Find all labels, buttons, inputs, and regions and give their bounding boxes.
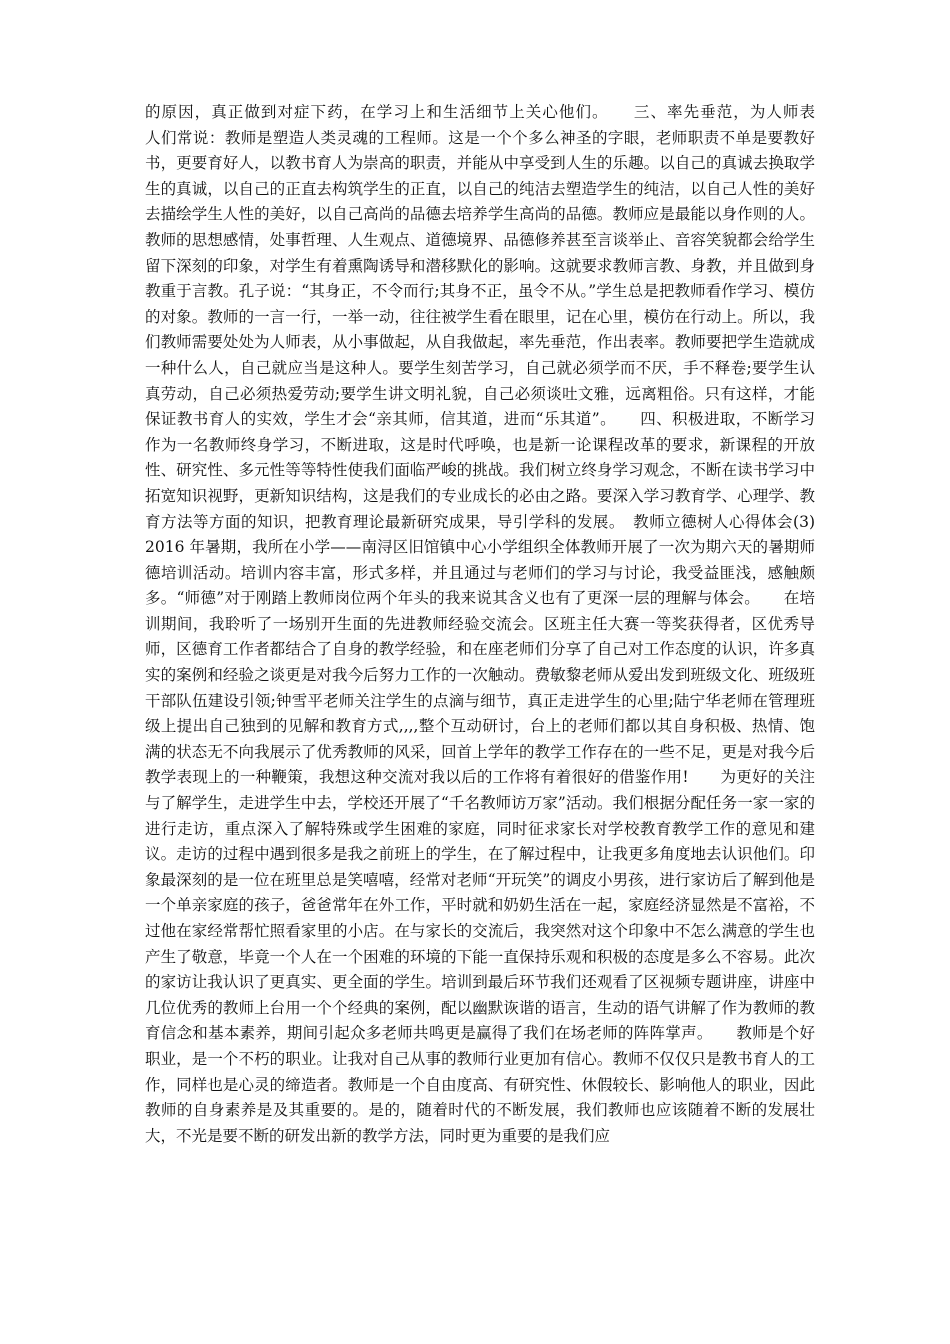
document-page bbox=[145, 100, 847, 1149]
body-text: 的原因，真正做到对症下药，在学习上和生活细节上关心他们。 三、率先垂范，为人师表 人们常说：教师是塑造人类灵魂的工程师。这是一个个多么神圣的字眼，老师职责不单是要教好书，更要育好人，以教书育人为崇高的职责，并能从中享受到人生的乐趣。以自己的真诚去换取学生的真诚，以自己的正直去构筑学生的正直，以自己的纯洁去塑造学生的纯洁，以自己人性的美好去描绘学生人性的美好，以自己高尚的品德去培养学生高尚的品德。教师应是最能以身作则的人。教师的思想感情，处事哲理、人生观点、道德境界、品德修养甚至言谈举止、音容笑貌都会给学生留下深刻的印象，对学生有着熏陶诱导和潜移默化的影响。这就要求教师言教、身教，并且做到身教重于言教。孔子说：“其身正，不令而行;其身不正，虽令不从。”学生总是把教师看作学习、模仿的对象。教师的一言一行，一举一动，往往被学生看在眼里，记在心里，模仿在行动上。所以，我们教师需要处处为人师表，从小事做起，从自我做起，率先垂范，作出表率。教师要把学生造就成一种什么人，自己就应当是这种人。要学生刻苦学习，自己就必须学而不厌，手不释卷;要学生认真劳动，自己必须热爱劳动;要学生讲文明礼貌，自己必须谈吐文雅，远离粗俗。只有这样，才能保证教书育人的实效，学生才会“亲其师，信其道，进而“乐其道”。 四、积极进取，不断学习 作为一名教师终身学习，不断进取，这是时代呼唤，也是新一论课程改革的要求，新课程的开放性、研究性、多元性等等特性使我们面临严峻的挑战。我们树立终身学习观念，不断在读书学习中拓宽知识视野，更新知识结构，这是我们的专业成长的必由之路。要深入学习教育学、心理学、教育方法等方面的知识，把教育理论最新研究成果，导引学科的发展。 教师立德树人心得体会(3) 2016 年暑期，我所在小学——南浔区旧馆镇中心小学组织全体教师开展了一次为期六天的暑期师德培训活动。培训内容丰富，形式多样，并且通过与老师们的学习与讨论，我受益匪浅，感触颇多。“师德”对于刚踏上教师岗位两个年头的我来说其含义也有了更深一层的理解与体会。 在培训期间，我聆听了一场别开生面的先进教师经验交流会。区班主任大赛一等奖获得者，区优秀导师，区德育工作者都结合了自身的教学经验，和在座老师们分享了自己对工作态度的认识，许多真实的案例和经验之谈更是对我今后努力工作的一次触动。费敏黎老师从爱出发到班级文化、班级班干部队伍建设引领;钟雪平老师关注学生的点滴与细节，真正走进学生的心里;陆宁华老师在管理班级上提出自己独到的见解和教育方式,,,,整个互动研讨，台上的老师们都以其自身积极、热情、饱满的状态无不向我展示了优秀教师的风采，回首上学年的教学工作存在的一些不足，更是对我今后教学表现上的一种鞭策，我想这种交流对我以后的工作将有着很好的借鉴作用! 为更好的关注与了解学生，走进学生中去，学校还开展了“千名教师访万家”活动。我们根据分配任务一家一家的进行走访，重点深入了解特殊或学生困难的家庭，同时征求家长对学校教育教学工作的意见和建议。走访的过程中遇到很多是我之前班上的学生，在了解过程中，让我更多角度地去认识他们。印象最深刻的是一位在班里总是笑嘻嘻，经常对老师“开玩笑”的调皮小男孩，进行家访后了解到他是一个单亲家庭的孩子，爸爸常年在外工作，平时就和奶奶生活在一起，家庭经济显然是不富裕，不过他在家经常帮忙照看家里的小店。在与家长的交流后，我突然对这个印象中不怎么满意的学生也产生了敬意，毕竟一个人在一个困难的环境的下能一直保持乐观和积极的态度是多么不容易。此次的家访让我认识了更真实、更全面的学生。培训到最后环节我们还观看了区视频专题讲座，讲座中几位优秀的教师上台用一个个经典的案例，配以幽默诙谐的语言，生动的语气讲解了作为教师的教育信念和基本素养，期间引起众多老师共鸣更是赢得了我们在场老师的阵阵掌声。 教师是个好职业，是一个不朽的职业。让我对自己从事的教师行业更加有信心。教师不仅仅只是教书育人的工作，同样也是心灵的缔造者。教师是一个自由度高、有研究性、休假较长、影响他人的职业，因此教师的自身素养是及其重要的。是的，随着时代的不断发展，我们教师也应该随着不断的发展壮大，不光是要不断的研发出新的教学方法，同时更为重要的是我们应 bbox=[145, 103, 847, 1145]
